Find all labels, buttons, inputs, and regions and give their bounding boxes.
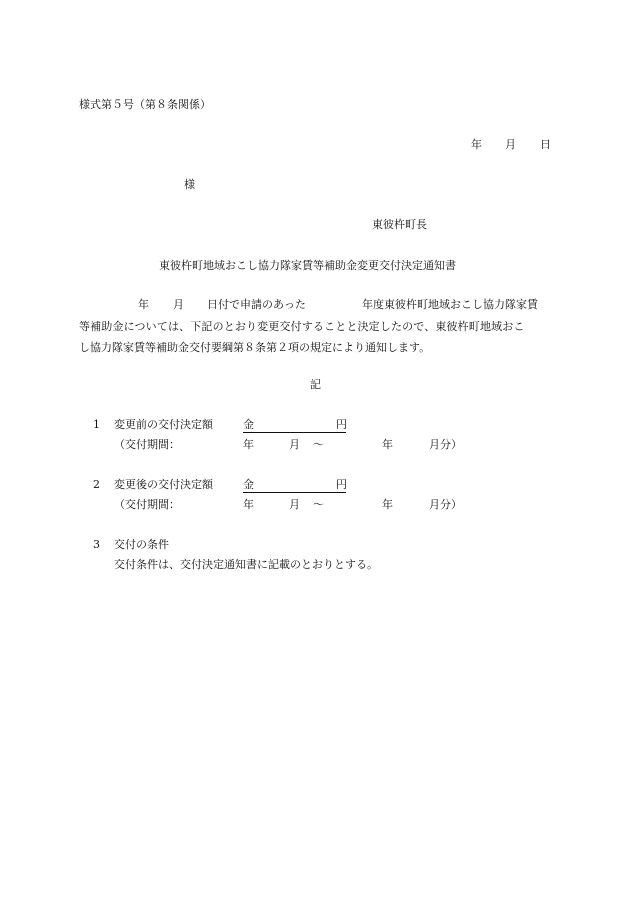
amount-prefix: 金 [243,478,254,491]
period-month-end: 月分） [429,438,462,451]
amount-unit: 円 [336,418,347,431]
conditions-number: 3 [93,538,100,551]
document-title: 東彼杵町地域おこし協力隊家賃等補助金変更交付決定通知書 [159,259,456,272]
period-label: （交付期間： [114,438,180,451]
period-year-start: 年 [243,438,254,451]
period-label: （交付期間： [114,498,180,511]
period-month-start: 月 [289,438,300,451]
body-applied: 日付で申請のあった [207,298,306,311]
date-day: 日 [540,138,551,151]
amount-underline [243,492,346,493]
ki-heading: 記 [310,378,321,391]
item-label: 変更前の交付決定額 [114,418,213,431]
item-number: 1 [93,418,100,431]
amount-underline [243,432,346,433]
date-year: 年 [471,138,482,151]
period-year-end: 年 [382,438,393,451]
period-year-end: 年 [382,498,393,511]
period-year-start: 年 [243,498,254,511]
body-month: 月 [173,298,184,311]
form-number: 様式第５号（第８条関係） [79,98,211,111]
conditions-text: 交付条件は、交付決定通知書に記載のとおりとする。 [114,558,378,571]
body-line1-rest: 年度東彼杵町地域おこし協力隊家賃 [362,298,538,311]
amount-prefix: 金 [243,418,254,431]
period-month-end: 月分） [429,498,462,511]
conditions-label: 交付の条件 [114,538,169,551]
period-month-start: 月 [289,498,300,511]
date-month: 月 [505,138,516,151]
item-label: 変更後の交付決定額 [114,478,213,491]
amount-unit: 円 [336,478,347,491]
period-tilde: ～ [313,498,324,511]
issuer-name: 東彼杵町長 [372,218,427,231]
addressee-honorific: 様 [184,178,195,191]
body-line3: し協力隊家賃等補助金交付要綱第８条第２項の規定により通知します。 [79,341,431,354]
period-tilde: ～ [313,438,324,451]
body-year: 年 [138,298,149,311]
body-line2: 等補助金については、下記のとおり変更交付することと決定したので、東彼杵町地域おこ [79,320,525,333]
item-number: 2 [93,478,100,491]
